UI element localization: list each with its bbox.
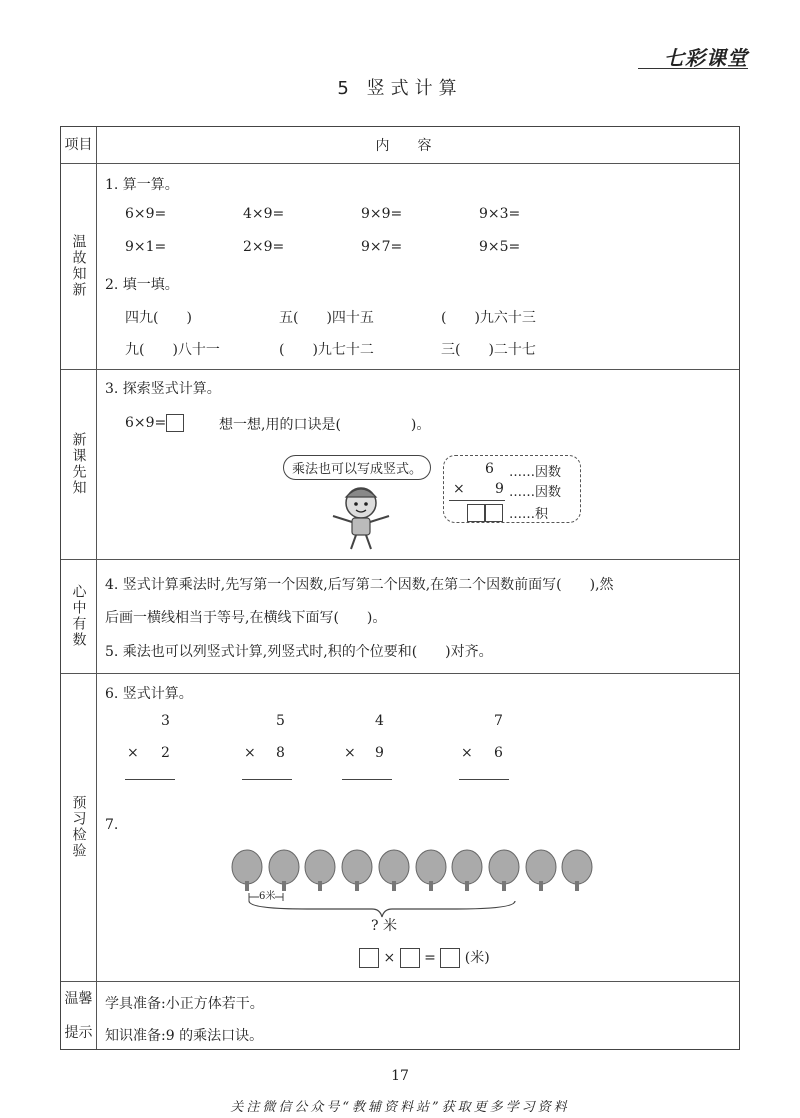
column-divider — [96, 127, 97, 1049]
fill-item: 九( )八十一 — [125, 342, 220, 358]
section-label-preview: 新课先知 — [70, 432, 87, 496]
product-label: ……积 — [509, 507, 549, 522]
problem-bottom: 2 — [161, 745, 170, 761]
header-content: 内容 — [375, 138, 460, 154]
calc-item: 2×9= — [243, 239, 285, 255]
tree-icon — [525, 849, 557, 893]
tree-icon — [451, 849, 483, 893]
expression: 6×9= — [125, 414, 184, 432]
calc-item: 6×9= — [125, 206, 167, 222]
answer-line — [342, 779, 392, 780]
brand-underline — [638, 68, 748, 69]
question-1: 1. 算一算。 — [105, 177, 179, 193]
tree-icon — [415, 849, 447, 893]
problem-sign: × — [344, 745, 356, 761]
question-7: 7. — [105, 817, 119, 833]
speech-bubble: 乘法也可以写成竖式。 — [283, 455, 431, 480]
answer-line — [459, 779, 509, 780]
question-4-cont: 后画一横线相当于等号,在横线下面写( )。 — [105, 610, 387, 626]
cartoon-child-icon — [319, 479, 403, 551]
problem-top: 3 — [161, 713, 170, 729]
factor-bottom: 9 — [495, 481, 504, 497]
problem-bottom: 6 — [494, 745, 503, 761]
fill-item: 五( )四十五 — [279, 310, 374, 326]
think-prompt: 想一想,用的口诀是( )。 — [219, 417, 431, 433]
problem-bottom: 9 — [375, 745, 384, 761]
question-5: 5. 乘法也可以列竖式计算,列竖式时,积的个位要和( )对齐。 — [105, 644, 493, 660]
calc-item: 9×7= — [361, 239, 403, 255]
problem-sign: × — [127, 745, 139, 761]
product-boxes — [467, 502, 503, 522]
factor-label: ……因数 — [509, 485, 562, 500]
gap-label: 6米 — [259, 887, 275, 902]
factor-label: ……因数 — [509, 465, 562, 480]
problem-sign: × — [461, 745, 473, 761]
calc-item: 9×1= — [125, 239, 167, 255]
problem-top: 4 — [375, 713, 384, 729]
section-label-test: 预习检验 — [70, 795, 87, 859]
equation: × = (米) — [359, 947, 490, 968]
section-label-tips: 温馨 提示 — [64, 991, 93, 1041]
answer-line — [125, 779, 175, 780]
tree-icon — [378, 849, 410, 893]
fill-item: 三( )二十七 — [441, 342, 536, 358]
page-number: 17 — [391, 1068, 409, 1084]
section-label-check: 心中有数 — [70, 584, 87, 648]
problem-top: 7 — [494, 713, 503, 729]
times-sign: × — [453, 481, 465, 497]
factor-top: 6 — [485, 461, 494, 477]
footer-note: 关注微信公众号“教辅资料站”获取更多学习资料 — [230, 1100, 570, 1115]
calc-item: 9×3= — [479, 206, 521, 222]
problem-top: 5 — [276, 713, 285, 729]
tree-icon — [561, 849, 593, 893]
calc-item: 9×5= — [479, 239, 521, 255]
brand-logo: 七彩课堂 — [664, 46, 748, 70]
question-4: 4. 竖式计算乘法时,先写第一个因数,后写第二个因数,在第二个因数前面写( ),然 — [105, 577, 614, 593]
tip-tools: 学具准备:小正方体若干。 — [105, 996, 264, 1012]
equation-box — [400, 948, 420, 968]
page-title: 5 竖式计算 — [337, 78, 463, 99]
calc-item: 4×9= — [243, 206, 285, 222]
row-divider — [61, 673, 739, 674]
equation-box — [359, 948, 379, 968]
fill-item: 四九( ) — [125, 310, 192, 326]
row-divider — [61, 163, 739, 164]
tip-knowledge: 知识准备:9 的乘法口诀。 — [105, 1028, 264, 1044]
row-divider — [61, 369, 739, 370]
tree-icon — [341, 849, 373, 893]
question-2: 2. 填一填。 — [105, 277, 179, 293]
fill-item: ( )九七十二 — [279, 342, 374, 358]
total-label: ? 米 — [371, 918, 397, 934]
result-line — [449, 500, 505, 501]
question-6: 6. 竖式计算。 — [105, 686, 193, 702]
problem-bottom: 8 — [276, 745, 285, 761]
row-divider — [61, 981, 739, 982]
answer-line — [242, 779, 292, 780]
fill-item: ( )九六十三 — [441, 310, 536, 326]
equation-box — [440, 948, 460, 968]
row-divider — [61, 559, 739, 560]
answer-box — [166, 414, 184, 432]
tree-icon — [488, 849, 520, 893]
header-item: 项目 — [64, 137, 93, 153]
lesson-table — [60, 126, 740, 1050]
tree-icon — [304, 849, 336, 893]
question-3: 3. 探索竖式计算。 — [105, 381, 221, 397]
section-label-review: 温故知新 — [70, 234, 87, 298]
problem-sign: × — [244, 745, 256, 761]
calc-item: 9×9= — [361, 206, 403, 222]
